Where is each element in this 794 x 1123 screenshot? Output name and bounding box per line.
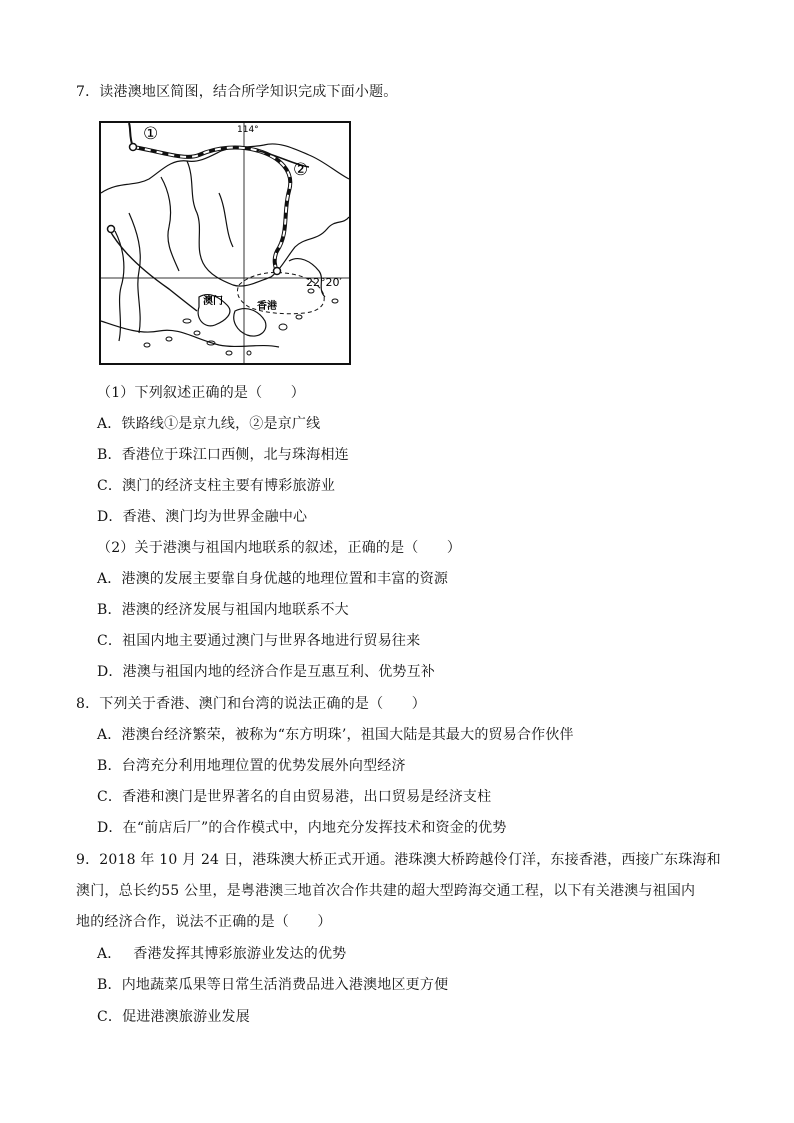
q9-option-b[interactable]: B．内地蔬菜瓜果等日常生活消费品进入港澳地区更方便	[97, 977, 449, 993]
q8-option-b[interactable]: B．台湾充分利用地理位置的优势发展外向型经济	[97, 758, 406, 774]
q7-sub2-stem: （2）关于港澳与祖国内地联系的叙述，正确的是（ ）	[97, 540, 462, 556]
hongkong-label: 香港	[257, 301, 277, 312]
q9-option-c[interactable]: C．促进港澳旅游业发展	[97, 1009, 250, 1025]
latitude-label: 22°20′	[306, 276, 342, 289]
question-9-stem-line1: 9．2018 年 10 月 24 日，港珠澳大桥正式开通。港珠澳大桥跨越伶仃洋，东接香港，西接广东珠海和	[76, 852, 721, 868]
station-west	[108, 226, 115, 233]
station-guangzhou	[130, 144, 137, 151]
q7-sub2-option-a[interactable]: A．港澳的发展主要靠自身优越的地理位置和丰富的资源	[97, 571, 449, 587]
q9-option-a[interactable]: A． 香港发挥其博彩旅游业发达的优势	[97, 946, 347, 962]
q7-sub1-stem: （1）下列叙述正确的是（ ）	[97, 385, 305, 401]
q8-option-a[interactable]: A．港澳台经济繁荣，被称为“东方明珠’，祖国大陆是其最大的贸易合作伙伴	[97, 727, 574, 743]
question-8-stem: 8．下列关于香港、澳门和台湾的说法正确的是（ ）	[76, 696, 426, 712]
q7-sub1-option-b[interactable]: B．香港位于珠江口西侧，北与珠海相连	[97, 447, 349, 463]
q7-sub2-option-b[interactable]: B．港澳的经济发展与祖国内地联系不大	[97, 602, 349, 618]
station-kowloon	[274, 268, 281, 275]
marker-2-label: ②	[293, 160, 309, 180]
macau-label: 澳门	[203, 296, 223, 307]
map-frame	[100, 122, 350, 364]
question-9-stem-line3: 地的经济合作，说法不正确的是（ ）	[76, 914, 332, 930]
q7-sub1-option-d[interactable]: D．香港、澳门均为世界金融中心	[97, 509, 308, 525]
q7-sub1-option-c[interactable]: C．澳门的经济支柱主要有博彩旅游业	[97, 478, 336, 494]
q8-option-d[interactable]: D．在“前店后厂”的合作模式中，内地充分发挥技术和资金的优势	[97, 820, 507, 836]
hk-macau-map	[99, 121, 351, 365]
q7-sub2-option-c[interactable]: C．祖国内地主要通过澳门与世界各地进行贸易往来	[97, 633, 421, 649]
q7-sub1-option-a[interactable]: A．铁路线①是京九线，②是京广线	[97, 416, 321, 432]
question-7-stem: 7．读港澳地区简图，结合所学知识完成下面小题。	[76, 84, 398, 100]
q7-sub2-option-d[interactable]: D．港澳与祖国内地的经济合作是互惠互利、优势互补	[97, 664, 436, 680]
question-9-stem-line2: 澳门，总长约55 公里，是粤港澳三地首次合作共建的超大型跨海交通工程，以下有关港澳与祖国内	[76, 883, 696, 899]
marker-1-label: ①	[143, 124, 159, 144]
q8-option-c[interactable]: C．香港和澳门是世界著名的自由贸易港，出口贸易是经济支柱	[97, 789, 492, 805]
longitude-label: 114°	[237, 125, 259, 135]
